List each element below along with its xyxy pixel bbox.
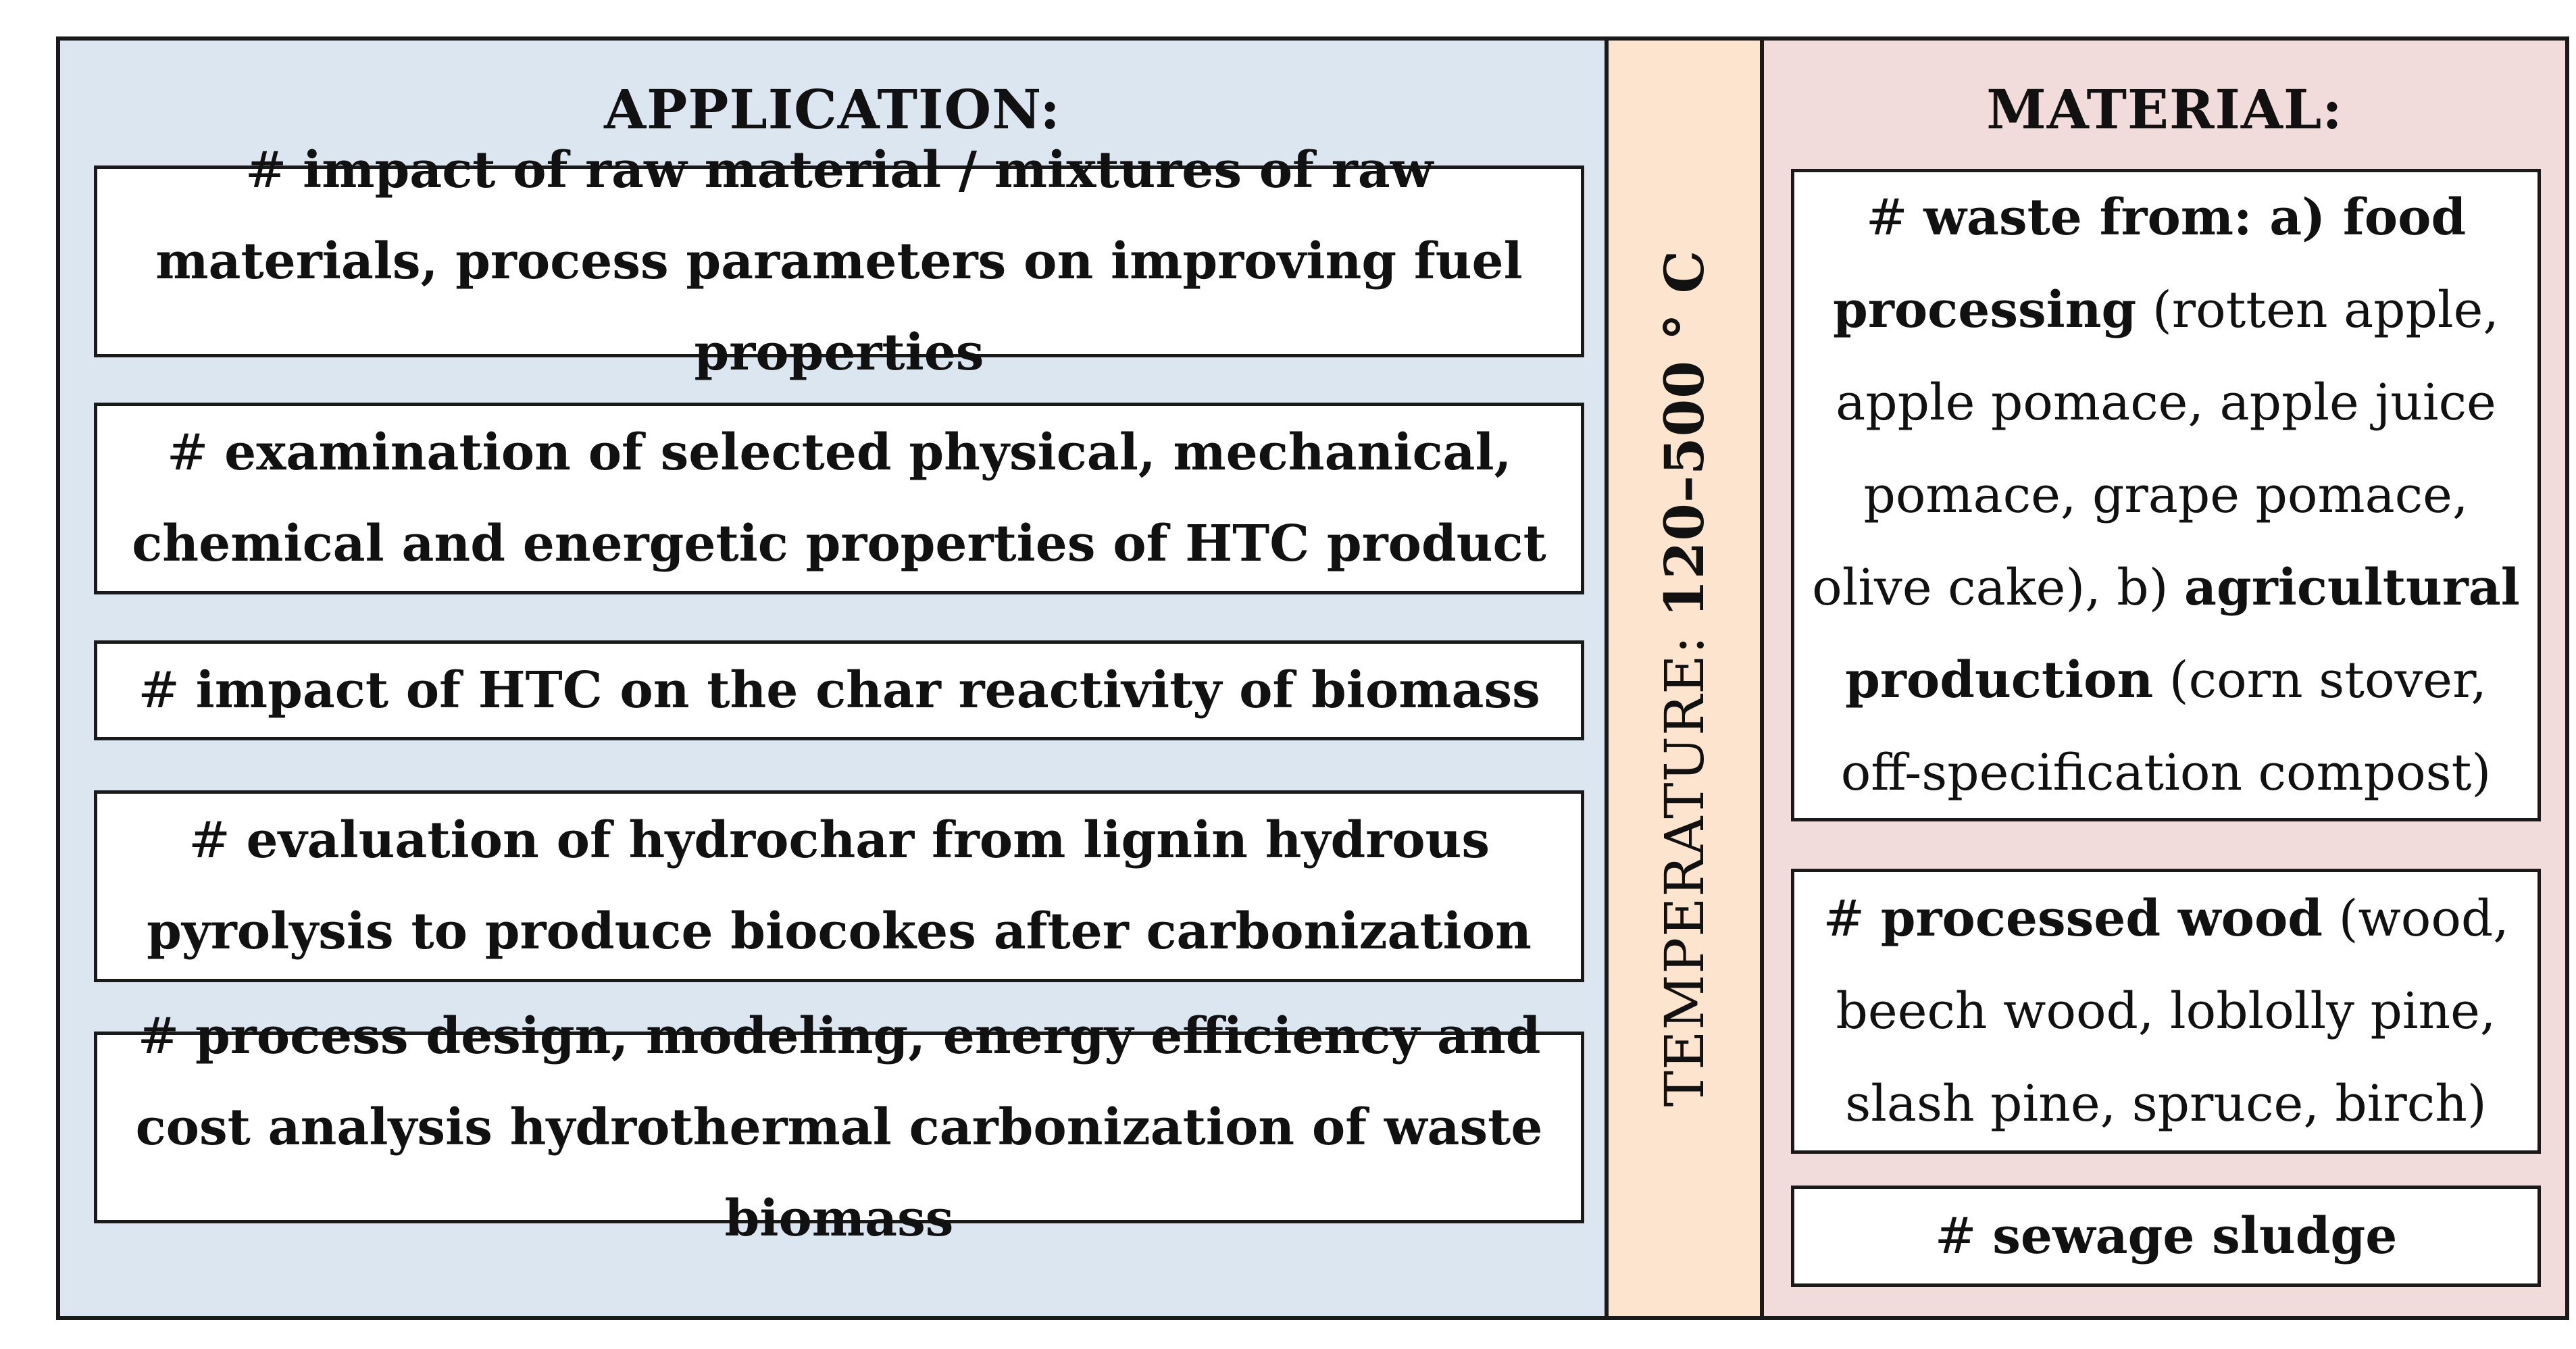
application-item-2 xyxy=(94,403,1584,594)
application-item-text: impact of raw material / mixtures of raw materials, process parameters on improving fuel properties xyxy=(155,141,1523,382)
bullet-hash: # xyxy=(188,811,247,869)
application-item-text: evaluation of hydrochar from lignin hydrous pyrolysis to produce biocokes after carbonization xyxy=(147,811,1532,961)
application-item-text: impact of HTC on the char reactivity of biomass xyxy=(195,661,1540,719)
material-item-3 xyxy=(1791,1186,2541,1287)
application-panel xyxy=(60,41,1609,1316)
bullet-hash: # xyxy=(138,661,196,719)
application-item-text: examination of selected physical, mechanical, chemical and energetic properties of HTC product xyxy=(132,424,1546,573)
application-heading: APPLICATION: xyxy=(604,78,1061,141)
material-item-detail: (rotten apple, apple pomace, apple juice pomace, grape pomace, olive cake), b) xyxy=(1812,280,2499,617)
material-heading: MATERIAL: xyxy=(1986,78,2343,141)
material-item-bold: processed wood xyxy=(1880,889,2323,948)
bullet-hash: # xyxy=(245,141,303,199)
temperature-label xyxy=(1652,250,1716,1107)
material-item-2 xyxy=(1791,869,2541,1154)
material-item-detail: (wood, beech wood, loblolly pine, slash pine, spruce, birch) xyxy=(1836,889,2509,1133)
material-item-detail: (corn stover, off-specification compost) xyxy=(1840,651,2492,802)
temperature-value: 120–500 ° C xyxy=(1652,249,1716,618)
bullet-hash: # xyxy=(1934,1206,1993,1265)
application-item-1 xyxy=(94,141,1584,382)
material-panel xyxy=(1764,41,2565,1316)
temperature-panel xyxy=(1609,41,1764,1316)
material-item-1 xyxy=(1791,169,2541,821)
application-item-text: process design, modeling, energy efficiency and cost analysis hydrothermal carbonization of waste biomass xyxy=(135,1007,1543,1248)
temperature-caption: TEMPERATURE: xyxy=(1653,617,1716,1107)
material-item-bold: sewage sludge xyxy=(1992,1206,2398,1265)
application-item-5 xyxy=(94,1007,1584,1248)
bullet-hash: # xyxy=(166,424,225,482)
application-item-3 xyxy=(94,640,1584,740)
bullet-hash: # xyxy=(1865,188,1924,247)
htc-diagram xyxy=(56,36,2569,1320)
material-item-bold: agricultural production xyxy=(1845,558,2520,709)
application-item-4 xyxy=(94,790,1584,982)
bullet-hash: # xyxy=(137,1007,196,1065)
material-item-bold: waste from: a) food processing xyxy=(1833,188,2467,339)
bullet-hash: # xyxy=(1823,889,1881,948)
